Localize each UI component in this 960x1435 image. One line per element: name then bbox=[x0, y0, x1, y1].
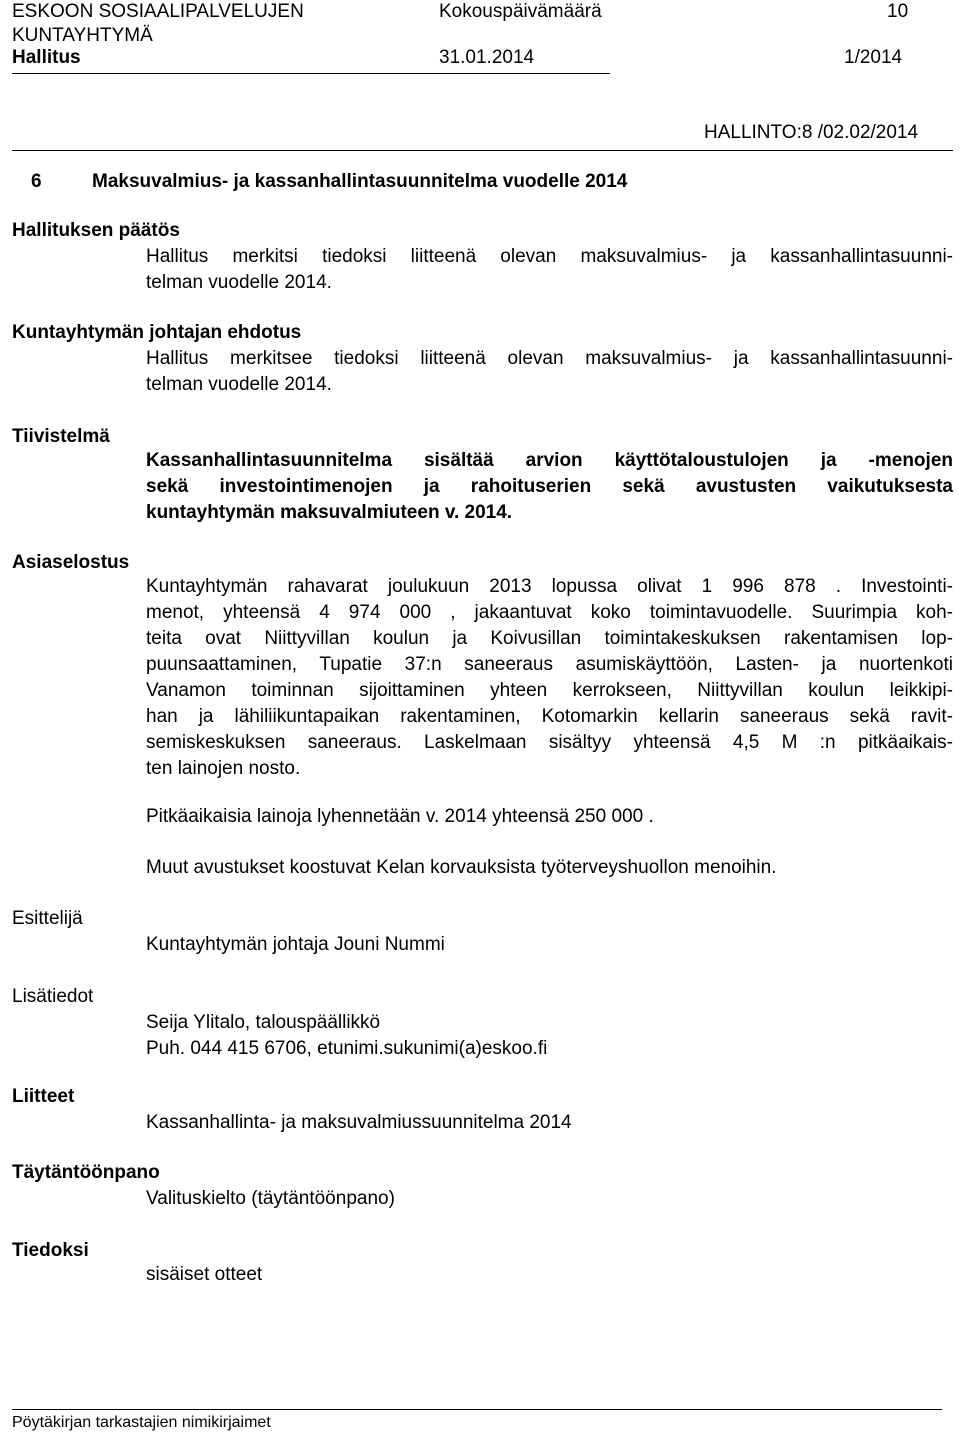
statement-text bbox=[146, 574, 953, 782]
proposal-text bbox=[146, 346, 953, 398]
text-line: kuntayhtymän maksuvalmiuteen v. 2014. bbox=[146, 502, 513, 523]
text-line: menot, yhteensä 4 974 000 , jakaantuvat koko toimintavuodelle. Suurimpia koh- bbox=[146, 602, 953, 623]
execution-label: Täytäntöönpano bbox=[12, 1162, 160, 1183]
text-line: sekä investointimenojen ja rahoituserien sekä avustusten vaikutuksesta bbox=[146, 476, 953, 497]
proposal-heading: Kuntayhtymän johtajan ehdotus bbox=[12, 322, 302, 343]
item-divider bbox=[12, 150, 953, 151]
text-line: puunsaattaminen, Tupatie 37:n saneeraus asumiskäyttöön, Lasten- ja nuortenkoti bbox=[146, 654, 953, 675]
header-divider bbox=[12, 73, 610, 74]
text-line: Hallitus merkitsi tiedoksi liitteenä olevan maksuvalmius- ja kassanhallintasuunni- bbox=[146, 246, 953, 267]
grants-paragraph: Muut avustukset koostuvat Kelan korvauksista työterveyshuollon menoihin. bbox=[146, 857, 777, 878]
execution-value: Valituskielto (täytäntöönpano) bbox=[146, 1188, 395, 1209]
text-line: semiskeskuksen saneeraus. Laskelmaan sisältyy yhteensä 4,5 M :n pitkäaikais- bbox=[146, 732, 953, 753]
attachments-value: Kassanhallinta- ja maksuvalmiussuunnitelma 2014 bbox=[146, 1112, 572, 1133]
statement-heading: Asiaselostus bbox=[12, 552, 130, 573]
footer-divider bbox=[12, 1409, 942, 1410]
item-number: 6 bbox=[31, 171, 42, 192]
distribution-label: Tiedoksi bbox=[12, 1240, 89, 1261]
text-line: ten lainojen nosto. bbox=[146, 758, 301, 779]
summary-label: Tiivistelmä bbox=[12, 426, 110, 447]
text-line: teita ovat Niittyvillan koulun ja Koivusillan toimintakeskuksen rakentamisen lop- bbox=[146, 628, 953, 649]
text-line: telman vuodelle 2014. bbox=[146, 272, 332, 293]
decision-text bbox=[146, 244, 953, 296]
more-info-contact: Puh. 044 415 6706, etunimi.sukunimi(a)eskoo.fi bbox=[146, 1038, 548, 1059]
presenter-value: Kuntayhtymän johtaja Jouni Nummi bbox=[146, 934, 445, 955]
more-info-name: Seija Ylitalo, talouspäällikkö bbox=[146, 1012, 381, 1033]
case-reference: HALLINTO:8 /02.02/2014 bbox=[704, 122, 919, 143]
meeting-body: Hallitus bbox=[12, 47, 81, 68]
attachments-label: Liitteet bbox=[12, 1086, 75, 1107]
signature-caption: Pöytäkirjan tarkastajien nimikirjaimet bbox=[12, 1414, 271, 1431]
text-line: Kassanhallintasuunnitelma sisältää arvion käyttötaloustulojen ja -menojen bbox=[146, 450, 953, 471]
text-line: Kuntayhtymän rahavarat joulukuun 2013 lopussa olivat 1 996 878 . Investointi- bbox=[146, 576, 953, 597]
meeting-issue: 1/2014 bbox=[844, 47, 903, 68]
text-line: Vanamon toiminnan sijoittaminen yhteen kerrokseen, Niittyvillan koulun leikkipi- bbox=[146, 680, 953, 701]
more-info-label: Lisätiedot bbox=[12, 986, 94, 1007]
page-number: 10 bbox=[887, 1, 909, 22]
document-type: Kokouspäivämäärä bbox=[439, 1, 602, 22]
summary-text bbox=[146, 448, 953, 526]
presenter-label: Esittelijä bbox=[12, 908, 83, 929]
organization-name-line2: KUNTAYHTYMÄ bbox=[12, 25, 153, 46]
loans-paragraph: Pitkäaikaisia lainoja lyhennetään v. 2014 yhteensä 250 000 . bbox=[146, 806, 654, 827]
distribution-value: sisäiset otteet bbox=[146, 1264, 263, 1285]
decision-heading: Hallituksen päätös bbox=[12, 220, 180, 241]
text-line: Hallitus merkitsee tiedoksi liitteenä olevan maksuvalmius- ja kassanhallintasuunni- bbox=[146, 348, 953, 369]
text-line: han ja lähiliikuntapaikan rakentaminen, Kotomarkin kellarin saneeraus sekä ravit- bbox=[146, 706, 953, 727]
item-title: Maksuvalmius- ja kassanhallintasuunnitelma vuodelle 2014 bbox=[92, 171, 628, 192]
meeting-date: 31.01.2014 bbox=[439, 47, 535, 68]
text-line: telman vuodelle 2014. bbox=[146, 374, 332, 395]
organization-name: ESKOON SOSIAALIPALVELUJEN bbox=[12, 1, 304, 22]
